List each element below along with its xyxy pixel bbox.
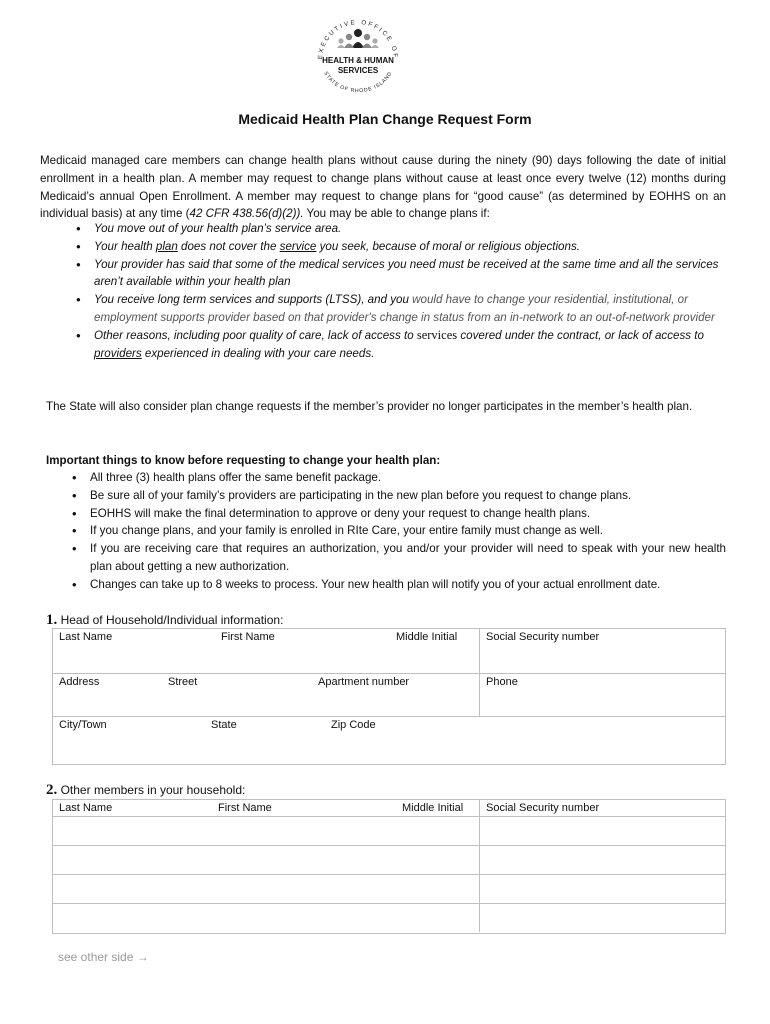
good-cause-item: • Your health plan does not cover the service you seek, because of moral or religious objections. — [70, 238, 722, 256]
table-divider — [52, 874, 725, 875]
section2-number: 2. — [46, 782, 58, 798]
svg-text:HEALTH & HUMAN: HEALTH & HUMAN — [322, 56, 394, 65]
important-heading: Important things to know before requesting to change your health plan: — [46, 454, 441, 467]
section2-heading — [46, 782, 245, 799]
section1-title: Head of Household/Individual information: — [60, 613, 284, 627]
first-name-field[interactable]: First Name — [221, 631, 275, 643]
good-cause-item: • Your provider has said that some of the medical services you need must be received at the same time and all the services aren’t available within your health plan — [70, 256, 722, 292]
member-ssn-header: Social Security number — [486, 802, 600, 814]
important-item: • EOHHS will make the final determination to approve or deny your request to change health plans. — [66, 505, 726, 523]
address-field[interactable]: Address — [59, 676, 100, 688]
intro-paragraph — [40, 152, 726, 223]
svg-text:EXECUTIVE OFFICE OF: EXECUTIVE OFFICE OF — [316, 18, 400, 60]
household-members-table — [52, 799, 726, 934]
city-field[interactable]: City/Town — [59, 719, 107, 731]
zip-field[interactable]: Zip Code — [331, 719, 376, 731]
form-title: Medicaid Health Plan Change Request Form — [238, 111, 532, 127]
important-item: • If you are receiving care that requires an authorization, you and/or your provider will need to speak with your new health plan about getting a new authorization. — [66, 540, 726, 576]
table-divider — [52, 673, 725, 674]
last-name-field[interactable]: Last Name — [59, 631, 113, 643]
intro-citation: 42 CFR 438.56(d)(2)). — [189, 207, 304, 221]
section1-heading — [46, 612, 283, 629]
table-divider — [52, 845, 725, 846]
table-divider — [479, 799, 480, 932]
table-divider — [52, 716, 725, 717]
middle-initial-field[interactable]: Middle Initial — [396, 631, 458, 643]
household-head-table — [52, 628, 726, 765]
good-cause-list — [70, 220, 722, 362]
table-divider — [52, 816, 725, 817]
state-consider-paragraph: The State will also consider plan change requests if the member’s provider no longer participates in the member’s health plan. — [46, 400, 693, 413]
ssn-field[interactable]: Social Security number — [486, 631, 600, 643]
svg-text:SERVICES: SERVICES — [337, 66, 379, 75]
state-field[interactable]: State — [211, 719, 237, 731]
good-cause-item: • You move out of your health plan’s service area. — [70, 220, 722, 238]
important-item: • If you change plans, and your family is enrolled in RIte Care, your entire family must change as well. — [66, 522, 726, 540]
intro-text: Medicaid managed care members can change health plans without cause during the ninety (90) days following the date of initial enrollment in a health plan. A member may request to change plans without cause at least once every twelve (12) months during Medicaid’s annual Open Enrollment. A member may request to change plans for “good cause” (as determined by EOHHS on an individual basis) at any time ( — [40, 154, 726, 221]
street-field[interactable]: Street — [168, 676, 198, 688]
member-first-name-header: First Name — [218, 802, 272, 814]
section2-title: Other members in your household: — [60, 783, 246, 797]
section1-number: 1. — [46, 612, 58, 628]
important-item: • Changes can take up to 8 weeks to process. Your new health plan will notify you of your actual enrollment date. — [66, 576, 726, 594]
svg-text:STATE OF RHODE ISLAND: STATE OF RHODE ISLAND — [322, 70, 394, 95]
see-other-side-note: see other side → — [58, 950, 149, 964]
eohhs-logo — [310, 14, 406, 100]
important-item: • All three (3) health plans offer the same benefit package. — [66, 469, 726, 487]
member-last-name-header: Last Name — [59, 802, 113, 814]
phone-field[interactable]: Phone — [486, 676, 518, 688]
important-list — [66, 469, 726, 594]
apartment-field[interactable]: Apartment number — [318, 676, 410, 688]
important-item: • Be sure all of your family’s providers are participating in the new plan before you request to change plans. — [66, 487, 726, 505]
member-middle-initial-header: Middle Initial — [402, 802, 464, 814]
good-cause-item: • You receive long term services and supports (LTSS), and you would have to change your residential, institutional, or employment supports provider based on that provider's change in status from an in-network to an out-of-network provider — [70, 291, 722, 327]
table-divider — [52, 903, 725, 904]
intro-tail: You may be able to change plans if: — [303, 207, 490, 221]
good-cause-item: • Other reasons, including poor quality of care, lack of access to services covered under the contract, or lack of access to providers experienced in dealing with your care needs. — [70, 327, 722, 363]
